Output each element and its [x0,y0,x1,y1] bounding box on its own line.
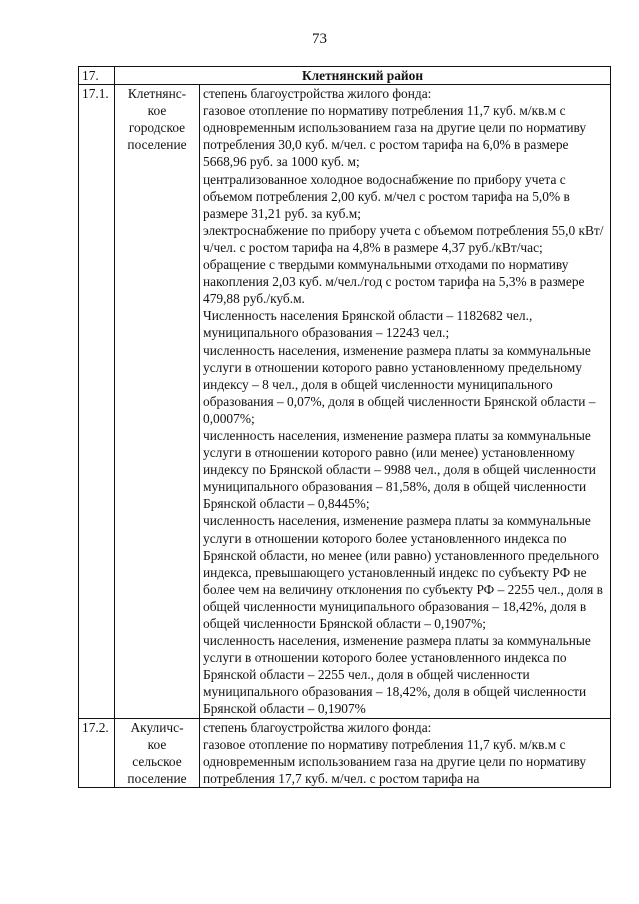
description-paragraph: газовое отопление по нормативу потребления 11,7 куб. м/кв.м с одновременным использованием газа на другие цели по нормативу потребления 30,0 куб. м/чел. с ростом тарифа на 6,0% в размере 5668,96 руб. за 1000 куб. м; [203,103,587,170]
description-paragraph: численность населения, изменение размера платы за коммунальные услуги в отношении которого более установленного индекса по Брянской области – 2255 чел., доля в общей численности муниципального образования – 18,42%, доля в общей численности Брянской области – 0,1907% [203,633,591,717]
description-paragraph: газовое отопление по нормативу потребления 11,7 куб. м/кв.м с одновременным использованием газа на другие цели по нормативу потребления 17,7 куб. м/чел. с ростом тарифа на [203,736,587,786]
settlement-description [200,85,611,718]
district-title: Клетнянский район [115,67,611,85]
description-paragraph: Численность населения Брянской области – 1182682 чел., муниципального образования – 12243 чел.; [203,308,533,341]
description-paragraph: степень благоустройства жилого фонда: [203,86,432,102]
description-paragraph: централизованное холодное водоснабжение по прибору учета с объемом потребления 2,00 куб. м/чел с ростом тарифа на 5,0% в размере 31,21 руб. за куб.м; [203,171,570,221]
description-paragraph: обращение с твердыми коммунальными отходами по нормативу накопления 2,03 куб. м/чел./год с ростом тарифа на 5,3% в размере 479,88 руб./куб.м. [203,257,585,307]
row-number: 17.1. [79,85,115,718]
page-number: 73 [312,31,327,47]
settlement-name: Акуличс- кое сельское поселение [115,718,200,787]
tariff-table [78,66,611,788]
settlement-row [79,85,611,718]
description-paragraph: электроснабжение по прибору учета с объемом потребления 55,0 кВт/ч/чел. с ростом тарифа на 4,8% в размере 4,37 руб./кВт/час; [203,222,604,255]
description-paragraph: степень благоустройства жилого фонда: [203,719,432,735]
settlement-description [200,718,611,787]
description-paragraph: численность населения, изменение размера платы за коммунальные услуги в отношении которого равно установленному предельному индексу – 8 чел., доля в общей численности муниципального образования – 0,07%, доля в общей численности Брянской области – 0,0007%; [203,342,596,426]
settlement-row [79,718,611,787]
district-number: 17. [79,67,115,85]
district-header-row [79,67,611,85]
description-paragraph: численность населения, изменение размера платы за коммунальные услуги в отношении которого более установленного индекса по Брянской области, но менее (или равно) установленного предельного индекса, превышающего установленный индекс по субъекту РФ не более чем на величину отклонения по субъекту РФ – 2255 чел., доля в общей численности муниципального образования – 18,42%, доля в общей численности Брянской области – 0,1907%; [203,513,604,631]
settlement-name: Клетнянс- кое городское поселение [115,85,200,718]
row-number: 17.2. [79,718,115,787]
description-paragraph: численность населения, изменение размера платы за коммунальные услуги в отношении которого равно (или менее) установленному индексу по Брянской области – 9988 чел., доля в общей численности муниципального образования – 81,58%, доля в общей численности Брянской области – 0,8445%; [203,427,596,512]
